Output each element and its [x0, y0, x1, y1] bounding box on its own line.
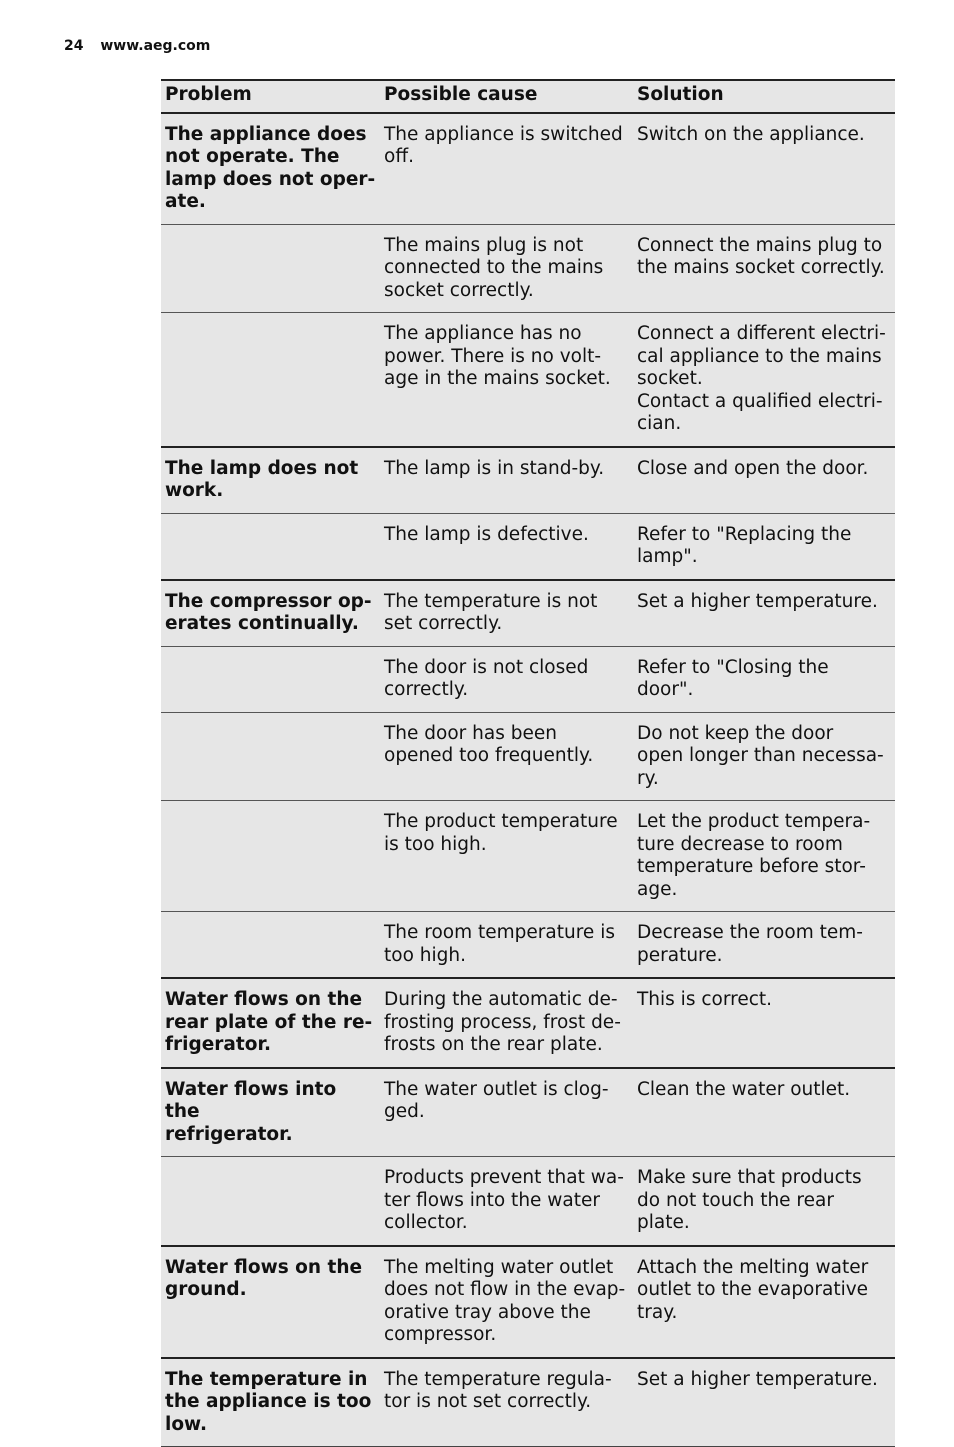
- problem-cell: [161, 801, 380, 912]
- problem-cell: [161, 1157, 380, 1246]
- table-row: [161, 1246, 895, 1358]
- table-row: [161, 447, 895, 514]
- problem-cell: The temperature in the appliance is too low.: [165, 1368, 372, 1435]
- problem-cell: [161, 912, 380, 979]
- solution-cell: Connect the mains plug to the mains socket correctly.: [637, 234, 885, 278]
- solution-cell: Switch on the appliance.: [637, 123, 865, 145]
- cause-cell: The room temperature is too high.: [384, 922, 615, 966]
- table-row: [161, 801, 895, 912]
- cause-cell: The lamp is in stand-by.: [384, 457, 605, 479]
- problem-cell: Water flows on the ground.: [165, 1256, 363, 1300]
- problem-cell: [161, 646, 380, 712]
- cause-cell: The door has been opened too frequently.: [384, 722, 594, 766]
- page-number: 24: [64, 38, 84, 54]
- table-row: [161, 1358, 895, 1447]
- cause-cell: The appliance is switched off.: [384, 123, 623, 167]
- cause-cell: Products prevent that wa- ter flows into the water collector.: [384, 1167, 624, 1233]
- cause-cell: The water outlet is clog- ged.: [384, 1078, 609, 1122]
- table-header-row: [161, 80, 895, 113]
- cause-cell: The door is not closed correctly.: [384, 656, 589, 700]
- cause-cell: The lamp is defective.: [384, 523, 589, 545]
- problem-cell: The appliance does not operate. The lamp does not oper- ate.: [165, 123, 376, 212]
- column-header-solution: Solution: [637, 84, 724, 105]
- table-body: [161, 113, 895, 1447]
- solution-cell: Let the product tempera- ture decrease to room temperature before stor- age.: [637, 811, 871, 900]
- table-row: [161, 113, 895, 225]
- solution-cell: Refer to "Closing the door".: [637, 656, 829, 700]
- cause-cell: The temperature regula- tor is not set correctly.: [384, 1368, 612, 1412]
- table-row: [161, 912, 895, 979]
- solution-cell: Set a higher temperature.: [637, 1368, 878, 1390]
- cause-cell: The product temperature is too high.: [384, 811, 618, 855]
- solution-cell: Connect a different electri- cal appliance to the mains socket. Contact a qualified electri- cian.: [637, 323, 886, 434]
- column-header-cause: Possible cause: [384, 84, 538, 105]
- table-row: [161, 712, 895, 801]
- solution-cell: Decrease the room tem- perature.: [637, 922, 863, 966]
- table-row: [161, 646, 895, 712]
- table-row: [161, 1068, 895, 1157]
- problem-cell: [161, 513, 380, 580]
- problem-cell: The compressor op- erates continually.: [165, 590, 372, 634]
- table-row: [161, 1157, 895, 1246]
- solution-cell: Refer to "Replacing the lamp".: [637, 523, 852, 567]
- troubleshooting-table: [161, 79, 895, 1447]
- problem-cell: [161, 313, 380, 447]
- cause-cell: The melting water outlet does not flow in the evap- orative tray above the compressor.: [384, 1256, 626, 1345]
- table-row: [161, 513, 895, 580]
- table-row: [161, 978, 895, 1068]
- cause-cell: The appliance has no power. There is no volt- age in the mains socket.: [384, 323, 611, 389]
- table-row: [161, 313, 895, 447]
- table-row: [161, 580, 895, 647]
- solution-cell: Clean the water outlet.: [637, 1078, 851, 1100]
- column-header-problem: Problem: [165, 84, 252, 105]
- cause-cell: The temperature is not set correctly.: [384, 590, 598, 634]
- solution-cell: Make sure that products do not touch the rear plate.: [637, 1167, 862, 1233]
- cause-cell: The mains plug is not connected to the mains socket correctly.: [384, 234, 604, 301]
- solution-cell: This is correct.: [637, 989, 773, 1010]
- problem-cell: The lamp does not work.: [165, 457, 359, 501]
- problem-cell: Water flows into the refrigerator.: [165, 1078, 337, 1145]
- solution-cell: Set a higher temperature.: [637, 590, 878, 612]
- solution-cell: Do not keep the door open longer than necessa- ry.: [637, 722, 884, 789]
- problem-cell: Water flows on the rear plate of the re- frigerator.: [165, 989, 373, 1055]
- troubleshooting-table-container: [161, 79, 895, 1447]
- problem-cell: [161, 712, 380, 801]
- website-url: www.aeg.com: [100, 38, 211, 54]
- page-header: [64, 38, 210, 54]
- table-row: [161, 224, 895, 313]
- solution-cell: Attach the melting water outlet to the evaporative tray.: [637, 1256, 869, 1323]
- problem-cell: [161, 224, 380, 313]
- solution-cell: Close and open the door.: [637, 457, 869, 479]
- cause-cell: During the automatic de- frosting process, frost de- frosts on the rear plate.: [384, 989, 621, 1055]
